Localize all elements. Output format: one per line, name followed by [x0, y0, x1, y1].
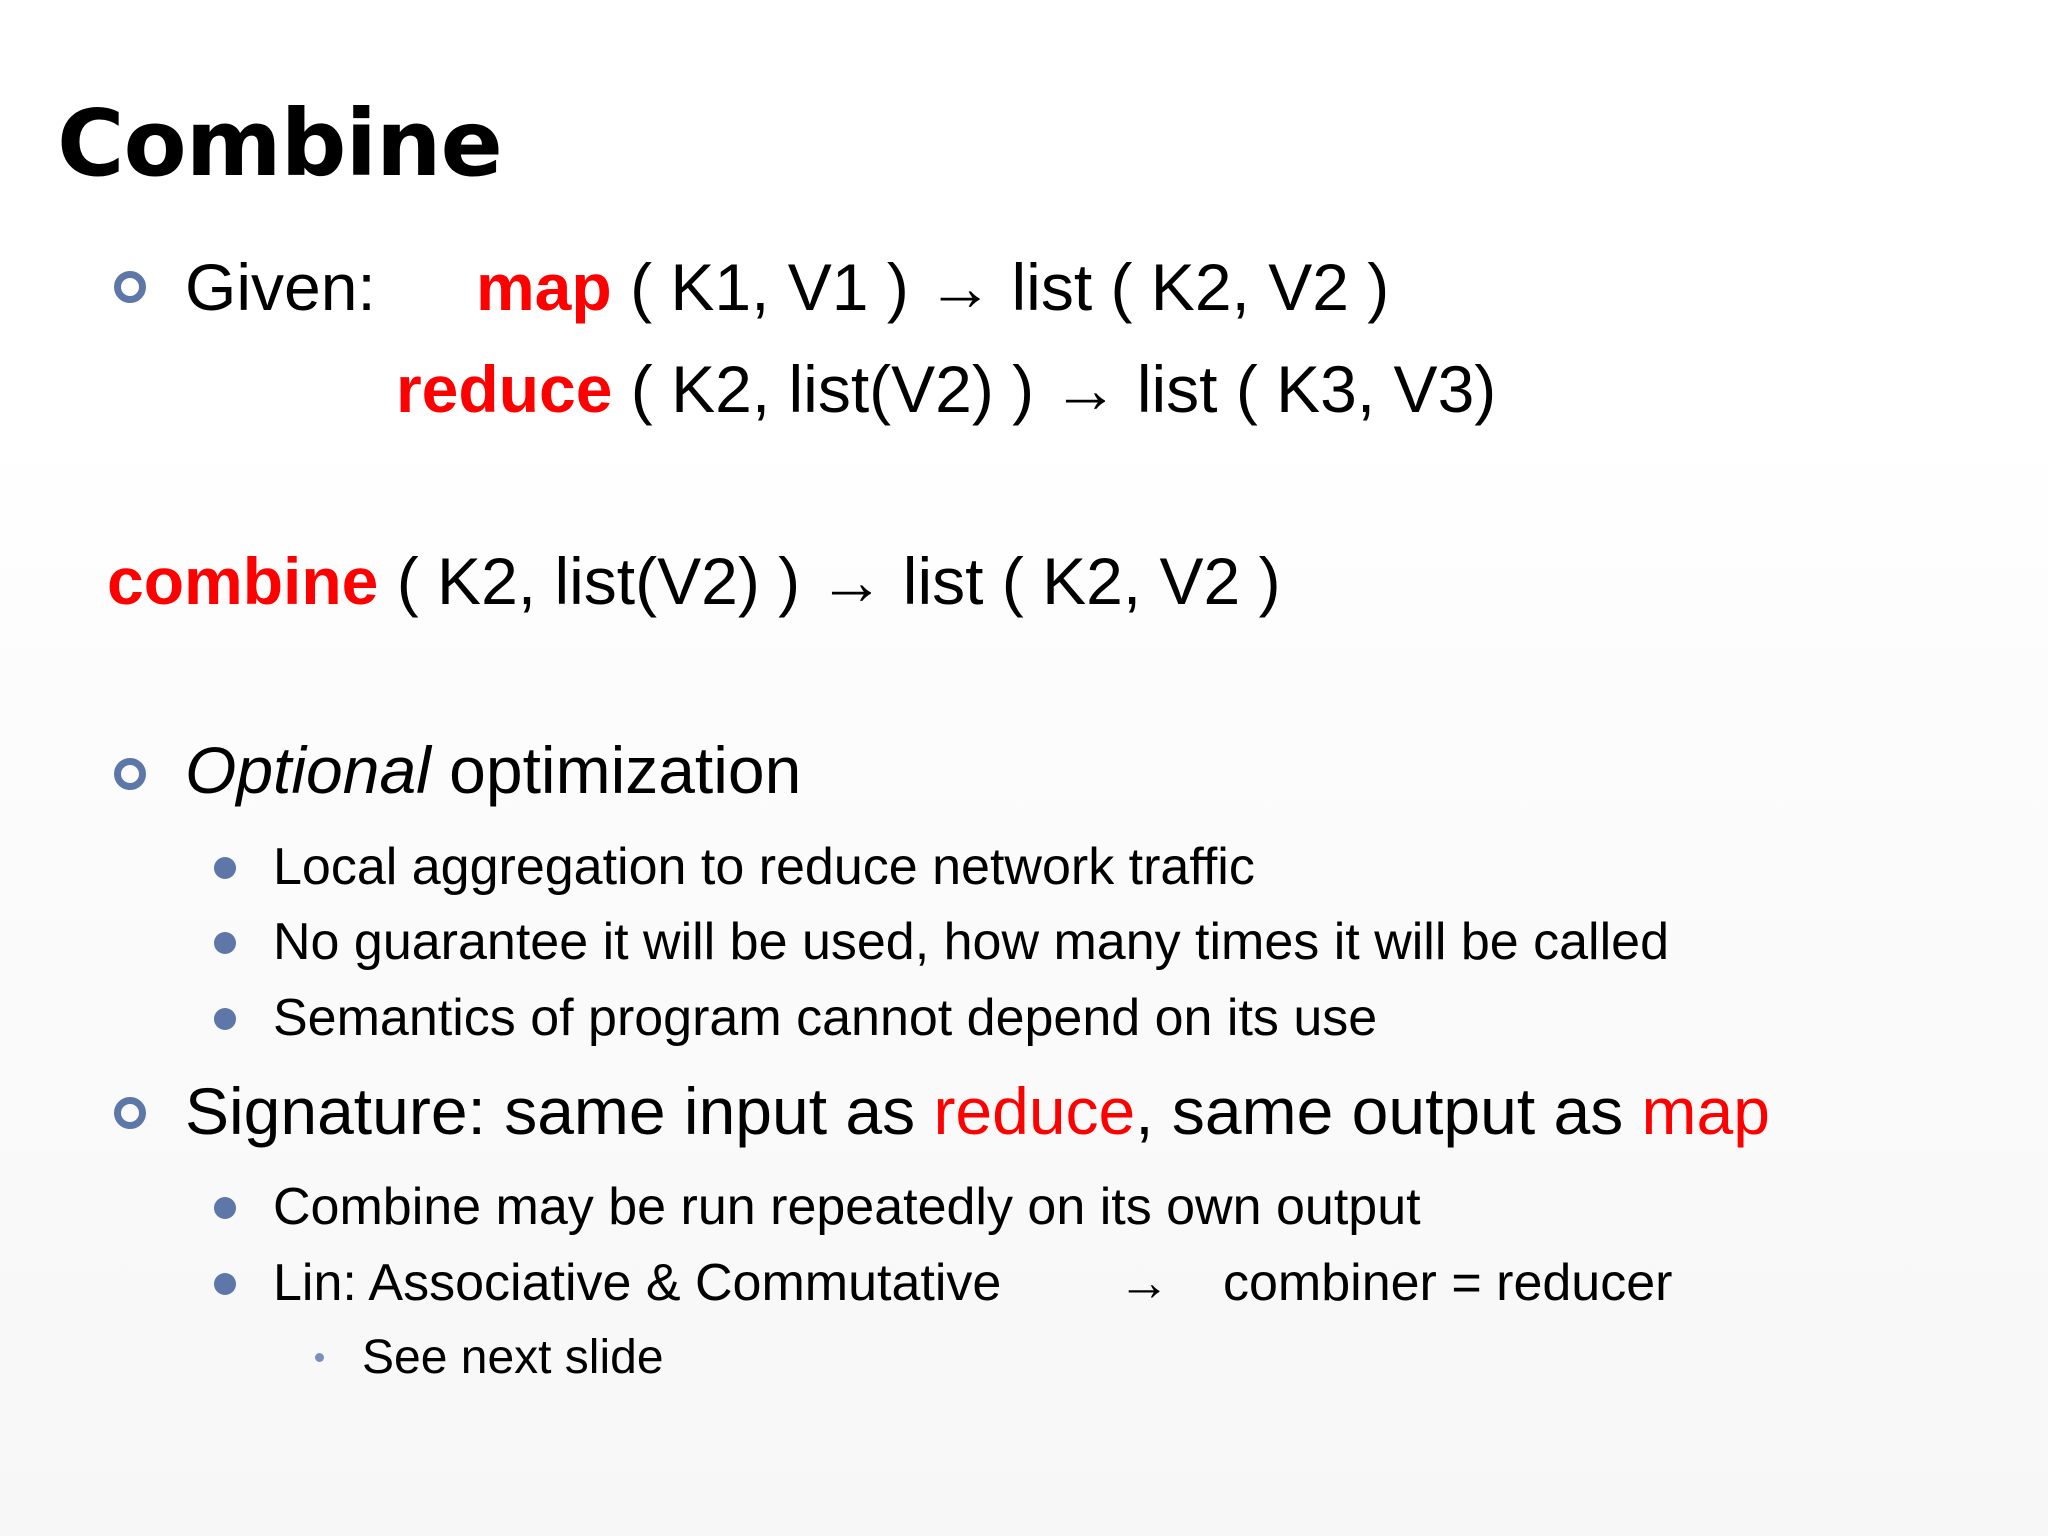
optional-heading	[185, 730, 801, 810]
optional-item-2: No guarantee it will be used, how many times it will be called	[273, 913, 1670, 971]
optional-item-3: Semantics of program cannot depend on its use	[273, 989, 1378, 1047]
signature-reduce: reduce	[933, 1074, 1136, 1148]
optional-italic: Optional	[185, 733, 431, 807]
hollow-circle-bullet-icon	[114, 271, 146, 303]
given-label: Given:	[185, 250, 376, 324]
right-arrow-icon: →	[1118, 1254, 1170, 1312]
filled-circle-bullet-icon	[214, 1008, 236, 1030]
filled-circle-bullet-icon	[214, 932, 236, 954]
optional-item-1: Local aggregation to reduce network traffic	[273, 838, 1255, 896]
small-dot-bullet-icon	[315, 1353, 324, 1362]
signature-item-2-right: combiner = reducer	[1223, 1254, 1673, 1312]
reduce-signature	[396, 349, 1496, 429]
hollow-circle-bullet-icon	[114, 1097, 146, 1129]
slide-title: Combine	[57, 90, 502, 197]
filled-circle-bullet-icon	[214, 1273, 236, 1295]
map-signature-text: ( K1, V1 ) → list ( K2, V2 )	[630, 250, 1390, 324]
signature-subitem-1: See next slide	[362, 1331, 664, 1384]
filled-circle-bullet-icon	[214, 1197, 236, 1219]
combine-keyword: combine	[107, 544, 379, 618]
optional-rest: optimization	[449, 733, 802, 807]
signature-item-1: Combine may be run repeatedly on its own output	[273, 1178, 1421, 1236]
signature-heading	[185, 1071, 1770, 1151]
map-signature	[476, 247, 1389, 327]
reduce-keyword: reduce	[396, 352, 613, 426]
signature-text-2: , same output as	[1135, 1074, 1624, 1148]
signature-map: map	[1641, 1074, 1770, 1148]
signature-text-1: Signature: same input as	[185, 1074, 916, 1148]
signature-item-2-left: Lin: Associative & Commutative	[273, 1254, 1002, 1312]
filled-circle-bullet-icon	[214, 857, 236, 879]
hollow-circle-bullet-icon	[114, 758, 146, 790]
combine-signature	[107, 541, 1281, 621]
map-keyword: map	[476, 250, 612, 324]
combine-signature-text: ( K2, list(V2) ) → list ( K2, V2 )	[396, 544, 1281, 618]
reduce-signature-text: ( K2, list(V2) ) → list ( K3, V3)	[630, 352, 1497, 426]
